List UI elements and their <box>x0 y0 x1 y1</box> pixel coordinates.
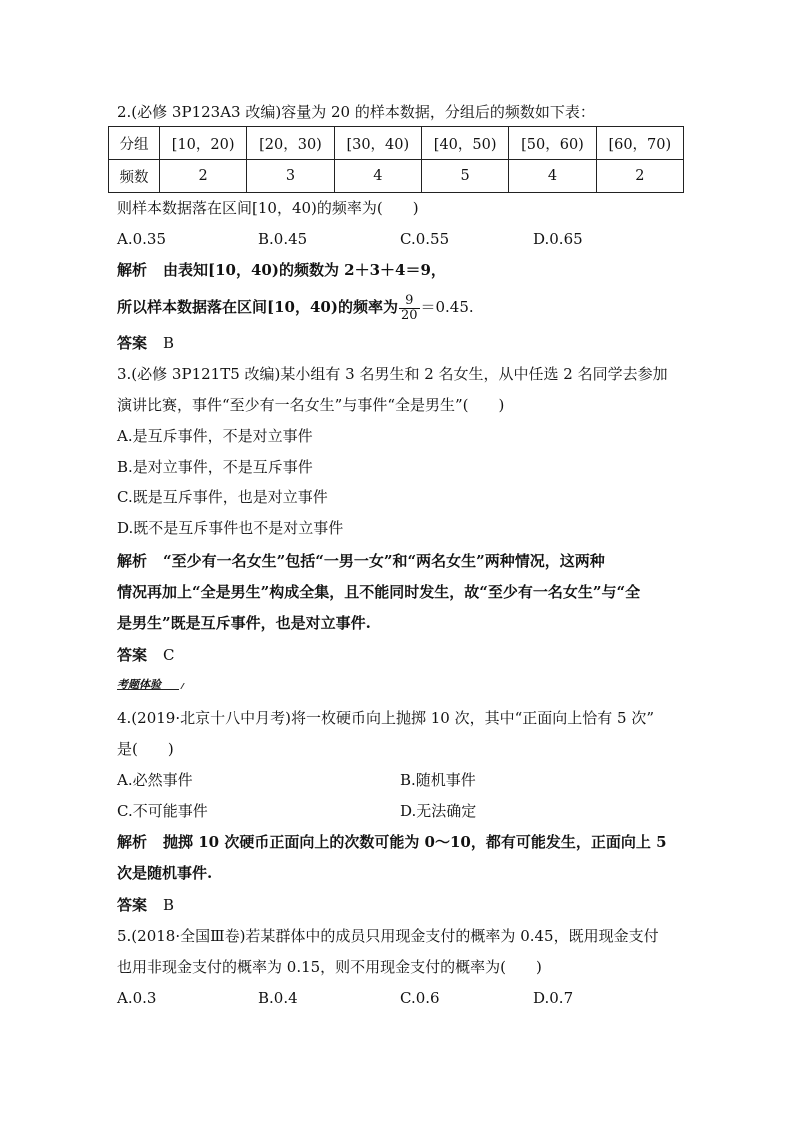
q3-analysis-line1 <box>117 551 605 571</box>
q4-answer <box>117 895 174 915</box>
section-tag-underline <box>117 689 179 690</box>
q3-stem-line2: 演讲比赛，事件“至少有一名女生”与事件“全是男生”( ) <box>117 396 505 414</box>
table-cell: 4 <box>509 160 596 193</box>
fraction <box>399 294 420 323</box>
q3-analysis-line2: 情况再加上“全是男生”构成全集，且不能同时发生，故“至少有一名女生”与“全 <box>117 583 641 601</box>
analysis-label: 解析 <box>117 552 148 570</box>
section-tag-tick <box>174 683 184 689</box>
table-cell: [40，50) <box>421 127 508 160</box>
section-tag: 考题体验 <box>117 678 161 691</box>
frequency-table <box>108 126 684 193</box>
analysis-label: 解析 <box>117 833 148 851</box>
q5-option-c: C.0.6 <box>400 989 440 1007</box>
table-cell: [50，60) <box>509 127 596 160</box>
analysis-label: 解析 <box>117 261 148 279</box>
q4-option-d: D.无法确定 <box>400 802 477 820</box>
q4-analysis-line1 <box>117 832 667 852</box>
answer-value: B <box>163 896 175 914</box>
q5-option-a: A.0.3 <box>117 989 157 1007</box>
table-row-label: 分组 <box>109 127 160 160</box>
q4-stem-line2: 是( ) <box>117 740 174 758</box>
q2-analysis-line2 <box>117 291 474 323</box>
table-cell: [20，30) <box>247 127 334 160</box>
q4-option-c: C.不可能事件 <box>117 802 208 820</box>
q4-stem-line1: 4.(2019·北京十八中月考)将一枚硬币向上抛掷 10 次，其中“正面向上恰有 5 次” <box>117 709 654 727</box>
table-row <box>109 160 684 193</box>
q2-analysis-line1 <box>117 260 446 280</box>
table-cell: 2 <box>160 160 247 193</box>
q2-answer <box>117 333 174 353</box>
q3-analysis-line3: 是男生”既是互斥事件，也是对立事件. <box>117 614 371 632</box>
q4-analysis-line2: 次是随机事件. <box>117 864 213 882</box>
q5-stem-line2: 也用非现金支付的概率为 0.15，则不用现金支付的概率为( ) <box>117 958 542 976</box>
q3-option-b: B.是对立事件，不是互斥事件 <box>117 458 313 476</box>
q2-stem: 2.(必修 3P123A3 改编)容量为 20 的样本数据，分组后的频数如下表： <box>117 103 595 121</box>
table-cell: 2 <box>596 160 683 193</box>
q3-option-d: D.既不是互斥事件也不是对立事件 <box>117 519 344 537</box>
fraction-numerator: 9 <box>405 292 414 308</box>
table-cell: 4 <box>334 160 421 193</box>
analysis-text: ＝0.45. <box>420 298 474 316</box>
q4-option-b: B.随机事件 <box>400 771 476 789</box>
q3-answer <box>117 645 175 665</box>
answer-label: 答案 <box>117 896 148 914</box>
answer-value: C <box>163 646 175 664</box>
table-cell: 3 <box>247 160 334 193</box>
table-cell: [30，40) <box>334 127 421 160</box>
q2-option-a: A.0.35 <box>117 230 166 248</box>
answer-label: 答案 <box>117 646 148 664</box>
table-cell: [10，20) <box>160 127 247 160</box>
answer-value: B <box>163 334 175 352</box>
analysis-text: 抛掷 10 次硬币正面向上的次数可能为 0～10，都有可能发生，正面向上 5 <box>163 833 667 851</box>
q3-option-c: C.既是互斥事件，也是对立事件 <box>117 488 328 506</box>
answer-label: 答案 <box>117 334 148 352</box>
table-cell: 5 <box>421 160 508 193</box>
analysis-text: 由表知[10，40)的频数为 2＋3＋4＝9， <box>163 261 446 279</box>
fraction-denominator: 20 <box>400 307 418 323</box>
q4-option-a: A.必然事件 <box>117 771 193 789</box>
analysis-text: 所以样本数据落在区间[10，40)的频率为 <box>117 298 398 316</box>
table-cell: [60，70) <box>596 127 683 160</box>
q2-option-b: B.0.45 <box>258 230 308 248</box>
q2-option-d: D.0.65 <box>533 230 583 248</box>
q5-stem-line1: 5.(2018·全国Ⅲ卷)若某群体中的成员只用现金支付的概率为 0.45，既用现金支付 <box>117 927 659 945</box>
q2-option-c: C.0.55 <box>400 230 450 248</box>
q2-question: 则样本数据落在区间[10，40)的频率为( ) <box>117 199 419 217</box>
analysis-text: “至少有一名女生”包括“一男一女”和“两名女生”两种情况，这两种 <box>163 552 605 570</box>
q3-stem-line1: 3.(必修 3P121T5 改编)某小组有 3 名男生和 2 名女生，从中任选 2 名同学去参加 <box>117 365 668 383</box>
q5-option-d: D.0.7 <box>533 989 574 1007</box>
table-row-label: 频数 <box>109 160 160 193</box>
table-row <box>109 127 684 160</box>
q5-option-b: B.0.4 <box>258 989 298 1007</box>
q3-option-a: A.是互斥事件，不是对立事件 <box>117 427 313 445</box>
